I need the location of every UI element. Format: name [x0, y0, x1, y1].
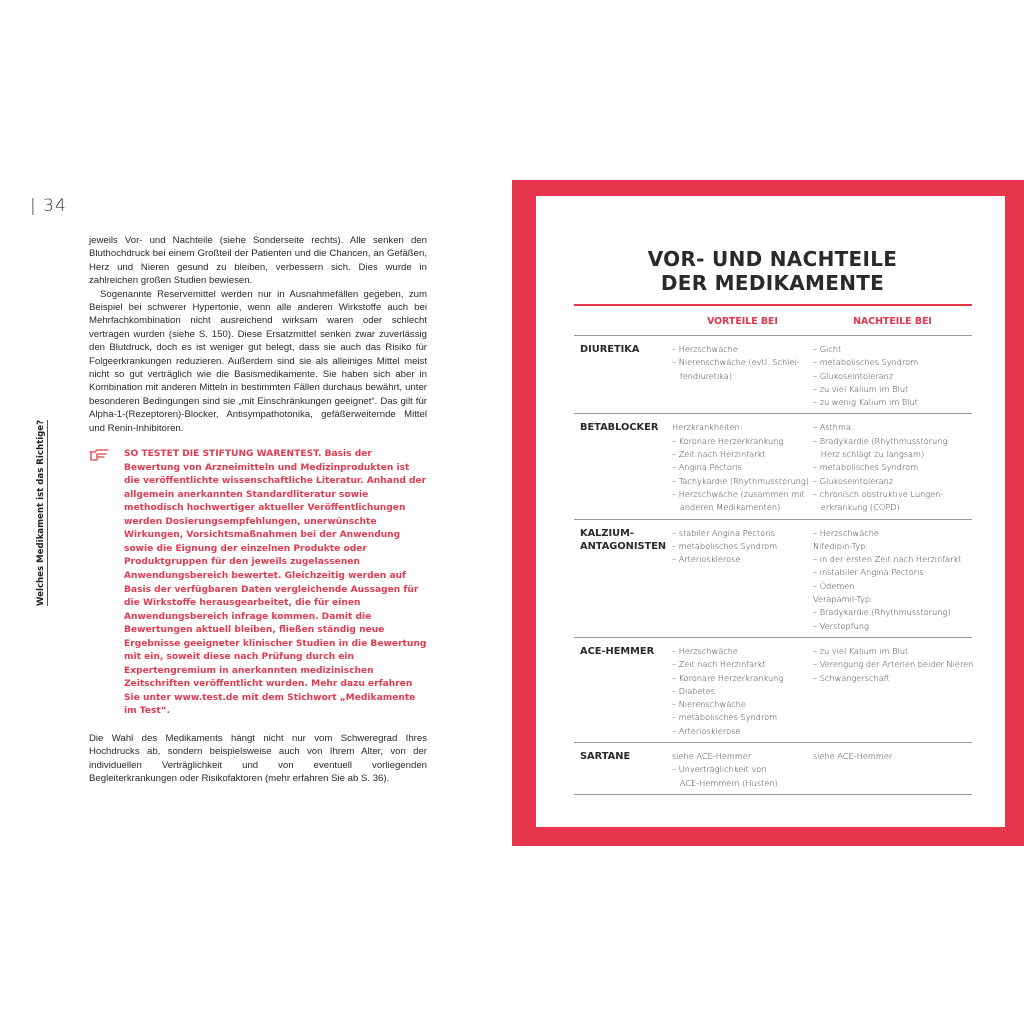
vorteile-cell: [672, 336, 813, 414]
list-item: – metabolisches Syndrom: [672, 540, 778, 551]
vorteile-cell: [672, 519, 813, 637]
list-item: – Tachykardie (Rhythmusstörung): [672, 475, 809, 486]
list-item: – Gicht: [813, 344, 842, 354]
header-vorteile: VORTEILE BEI: [672, 314, 813, 336]
list-item: – Glukoseintoleranz: [813, 370, 894, 381]
test-info-body: Basis der Bewertung von Arzneimitteln und Medizinprodukten ist die veröffentlichte wissenschaftliche Literatur. Anhand der allgemein anerkannten Standardliteratur sowie methodisch hochwertiger aktueller Veröffentlichungen werden Dosierungsempfehlungen, unerwünschte Wirkungen, Vorsichtsmaßnahmen bei der Anwendung sowie die Eignung der einzelnen Produkte oder Produktgruppen für den jeweils zugelassenen Anwendungsbereich bewertet. Gleichzeitig werden auf Basis der verfügbaren Daten vergleichende Aussagen für die Wirkstoffe herausgearbeitet, die für einen Anwendungsbereich infrage kommen. Damit die Bewertungen aktuell bleiben, fließen ständig neue Ergebnisse geeigneter klinischer Studien in die Bewertung mit ein, soweit diese nach Prüfung durch ein Expertengremium in anerkannten medizinischen Zeitschriften veröffentlicht wurden. Mehr dazu erfahren Sie unter www.test.de mit dem Stichwort „Medikamente im Test“.: [124, 449, 427, 717]
vorteile-cell: [672, 743, 813, 795]
list-item: – chronisch obstruktive Lungen-: [813, 488, 944, 499]
table-row: [574, 414, 972, 519]
test-info-box: [89, 448, 427, 719]
drug-class-name: [574, 519, 672, 637]
drug-class-name: ACE-HEMMER: [574, 637, 672, 742]
nachteile-list: [813, 527, 972, 633]
nachteile-list: [813, 645, 972, 685]
table-row: [574, 743, 972, 795]
list-item: – Zeit nach Herzinfarkt: [672, 449, 766, 460]
nachteile-list: [813, 421, 972, 514]
drug-class-name: BETABLOCKER: [574, 414, 672, 519]
vorteile-list: [672, 750, 813, 790]
list-item: Herzkrankheiten:: [672, 422, 743, 433]
nachteile-cell: [813, 336, 972, 414]
list-item: Nifedipin-Typ:: [813, 540, 869, 551]
comparison-table: [574, 314, 972, 795]
list-item: – Arteriosklerose: [672, 554, 741, 565]
paragraph-3: Die Wahl des Medikaments hängt nicht nur vom Schweregrad Ihres Hochdrucks ab, sondern beispielsweise auch von Ihrem Alter, von der individuellen Verträglichkeit und von eventuell vorliegenden Begleiterkrankungen oder Risikofaktoren (mehr erfahren Sie ab S. 36).: [89, 733, 427, 785]
list-item: – metabolisches Syndrom: [813, 462, 919, 473]
box-title-line-1: VOR- UND NACHTEILE: [647, 247, 898, 271]
list-item: – metabolisches Syndrom: [813, 357, 919, 368]
list-item: – Verstopfung: [813, 620, 869, 631]
list-item: – zu viel Kalium im Blut: [813, 645, 909, 656]
list-item: – Nierenschwäche (evtl. Schlei-: [672, 357, 800, 368]
pointing-hand-icon: [88, 448, 110, 462]
title-divider: [574, 304, 972, 306]
vorteile-cell: [672, 414, 813, 519]
list-item: – zu wenig Kalium im Blut: [813, 397, 918, 408]
list-item: – Unverträglichkeit von: [672, 764, 767, 775]
list-item: – Arteriosklerose: [672, 725, 741, 736]
table-row: [574, 336, 972, 414]
nachteile-cell: [813, 637, 972, 742]
list-item: – Koronare Herzerkrankung: [672, 435, 784, 446]
drug-class-name: DIURETIKA: [574, 336, 672, 414]
list-item: erkrankung (COPD): [813, 502, 900, 513]
list-item: – Angina Pectoris: [672, 462, 742, 473]
list-item: – Nierenschwäche: [672, 699, 746, 710]
table-row: [574, 637, 972, 742]
running-section-title: Welches Medikament ist das Richtige?: [36, 419, 46, 606]
list-item: Verapamil-Typ:: [813, 594, 873, 605]
vorteile-list: [672, 421, 813, 514]
list-item: anderen Medikamenten): [672, 502, 781, 513]
nachteile-list: [813, 750, 972, 763]
nachteile-cell: [813, 414, 972, 519]
list-item: – Verengung der Arterien beider Nieren: [813, 659, 974, 670]
nachteile-cell: [813, 743, 972, 795]
list-item: ACE-Hemmern (Husten): [672, 777, 778, 788]
list-item: – metabolisches Syndrom: [672, 712, 778, 723]
list-item: – Schwangerschaft: [813, 672, 890, 683]
vorteile-list: [672, 645, 813, 738]
paragraph-1: jeweils Vor- und Nachteile (siehe Sonderseite rechts). Alle senken den Bluthochdruck bei einem Großteil der Patienten und die Chancen, an Gefäßen, Herz und Nieren gesund zu bleiben, verbessern sich. Dies wurde in zahlreichen großen Studien bewiesen.: [89, 235, 427, 287]
header-nachteile: NACHTEILE BEI: [813, 314, 972, 336]
list-item: siehe ACE-Hemmer: [813, 751, 893, 762]
body-text-column: [89, 234, 427, 786]
list-item: – Ödemen: [813, 580, 855, 591]
test-info-text: [124, 448, 427, 719]
vorteile-cell: [672, 637, 813, 742]
list-item: – Herzschwäche: [813, 527, 879, 538]
vorteile-list: [672, 527, 813, 567]
list-item: – Asthma: [813, 422, 851, 433]
box-title-line-2: DER MEDIKAMENTE: [660, 271, 885, 295]
list-item: – instabiler Angina Pectoris: [813, 567, 924, 578]
list-item: – Herzschwäche (zusammen mit: [672, 488, 805, 499]
list-item: – Zeit nach Herzinfarkt: [672, 659, 766, 670]
list-item: – Diabetes: [672, 685, 716, 696]
list-item: Herz schlägt zu langsam): [813, 449, 925, 460]
header-empty: [574, 314, 672, 336]
list-item: fendiuretika): [672, 370, 733, 381]
table-row: [574, 519, 972, 637]
list-item: – zu viel Kalium im Blut: [813, 383, 909, 394]
nachteile-cell: [813, 519, 972, 637]
list-item: siehe ACE-Hemmer: [672, 751, 752, 762]
paragraph-2: Sogenannte Reservemittel werden nur in Ausnahmefällen gegeben, zum Beispiel bei schwerer Hypertonie, wenn alle anderen Wirkstoffe auch bei Mehrfachkombination nicht ausreichend wirksam waren oder schlecht vertragen wurden (siehe S. 150). Diese Ersatzmittel senken zwar zuverlässig den Blutdruck, doch es ist weniger gut belegt, dass sie auch das Risiko für Folgeerkrankungen reduzieren. Außerdem sind sie als alleiniges Mittel meist nicht so gut verträglich wie die Basismedikamente. Sie haben sich aber in Kombination mit anderen Mitteln in bestimmten Fällen durchaus bewährt, unter besonderen Bedingungen sind sie „mit Einschränkungen geeignet“. Das gilt für Alpha-1-(Rezeptoren)-Blocker, Antisympathotonika, gefäßerweiternde Mittel und Renin-Inhibitoren.: [89, 288, 427, 434]
box-title: [575, 247, 970, 295]
list-item: – Bradykardie (Rhythmusstörung:: [813, 435, 951, 446]
list-item: – Glukoseintoleranz: [813, 475, 894, 486]
drug-class-name: SARTANE: [574, 743, 672, 795]
comparison-table-wrapper: [574, 314, 972, 795]
list-item: – Koronare Herzerkrankung: [672, 672, 784, 683]
nachteile-list: [813, 343, 972, 409]
drug-class-name-line: KALZIUM-: [580, 527, 634, 539]
list-item: – Herzschwäche: [672, 645, 738, 656]
list-item: – Herzschwäche: [672, 344, 738, 354]
table-header-row: [574, 314, 972, 336]
list-item: – stabiler Angina Pectoris: [672, 527, 776, 538]
vorteile-list: [672, 343, 813, 383]
page-number: | 34: [30, 196, 67, 216]
list-item: – in der ersten Zeit nach Herzinfarkt: [813, 554, 962, 565]
drug-class-name-line: ANTAGONISTEN: [580, 540, 667, 552]
table-body: [574, 336, 972, 795]
test-info-heading: SO TESTET DIE STIFTUNG WARENTEST.: [124, 449, 322, 460]
list-item: – Bradykardie (Rhythmusstörung): [813, 607, 951, 618]
